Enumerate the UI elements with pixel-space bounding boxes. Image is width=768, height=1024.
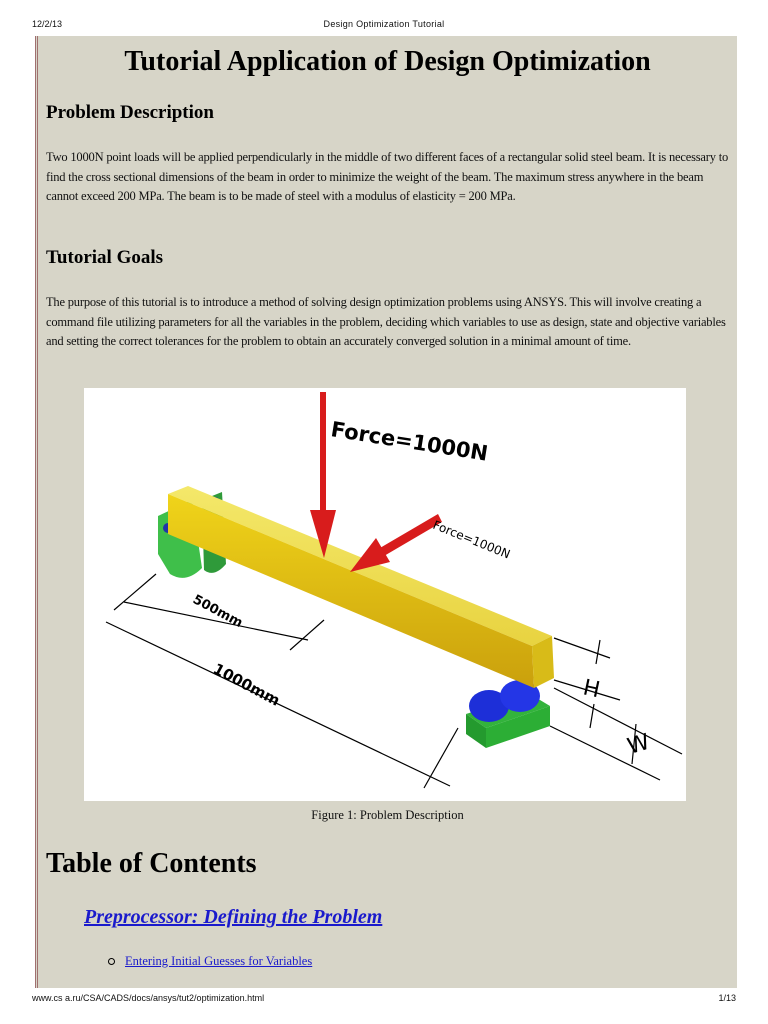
print-title: Design Optimization Tutorial [323,19,445,29]
dim-w: W [624,729,653,760]
steel-beam [168,486,554,688]
dim-1000mm: 1000mm [210,659,284,710]
toc-link-initial-guesses[interactable]: Entering Initial Guesses for Variables [125,954,313,968]
print-page-number: 1/13 [718,993,736,1003]
print-header [0,0,768,29]
problem-heading: Problem Description [46,102,214,123]
print-footer [0,991,768,1011]
print-date: 12/2/13 [32,19,63,29]
right-support [466,680,550,748]
page-title: Tutorial Application of Design Optimization [124,46,651,77]
toc-heading: Table of Contents [46,848,257,879]
side-force-arrow [350,514,442,572]
page-content [35,36,737,988]
toc-list-item [108,954,312,969]
problem-figure [84,388,686,801]
figure-caption: Figure 1: Problem Description [311,808,464,822]
goals-text: The purpose of this tutorial is to introduce a method of solving design optimization problems using ANSYS. This will involve creating a command file utilizing parameters for all the variables in the problem, deciding which variables to use as design, state and objective variables and setting the correct tolerances for the problem to obtain an accurately converged solution in a minimal amount of time. [46,295,726,348]
dim-500mm: 500mm [190,592,246,631]
dim-h: H [580,675,603,704]
goals-heading: Tutorial Goals [46,247,164,268]
print-url: www.cs a.ru/CSA/CADS/docs/ansys/tut2/optimization.html [32,993,265,1003]
bullet-icon [108,958,115,965]
beam-diagram [84,388,686,801]
toc-link-preprocessor[interactable]: Preprocessor: Defining the Problem [84,906,383,928]
force-label-vertical: Force=1000N [329,417,490,466]
force-label-side: Force=1000N [430,517,513,562]
problem-text: Two 1000N point loads will be applied perpendicularly in the middle of two different faces of a rectangular solid steel beam. It is necessary to find the cross sectional dimensions of the beam in order to minimize the weight of the beam. The maximum stress anywhere in the beam cannot exceed 200 MPa. The beam is to be made of steel with a modulus of elasticity = 200 MPa. [46,150,729,203]
